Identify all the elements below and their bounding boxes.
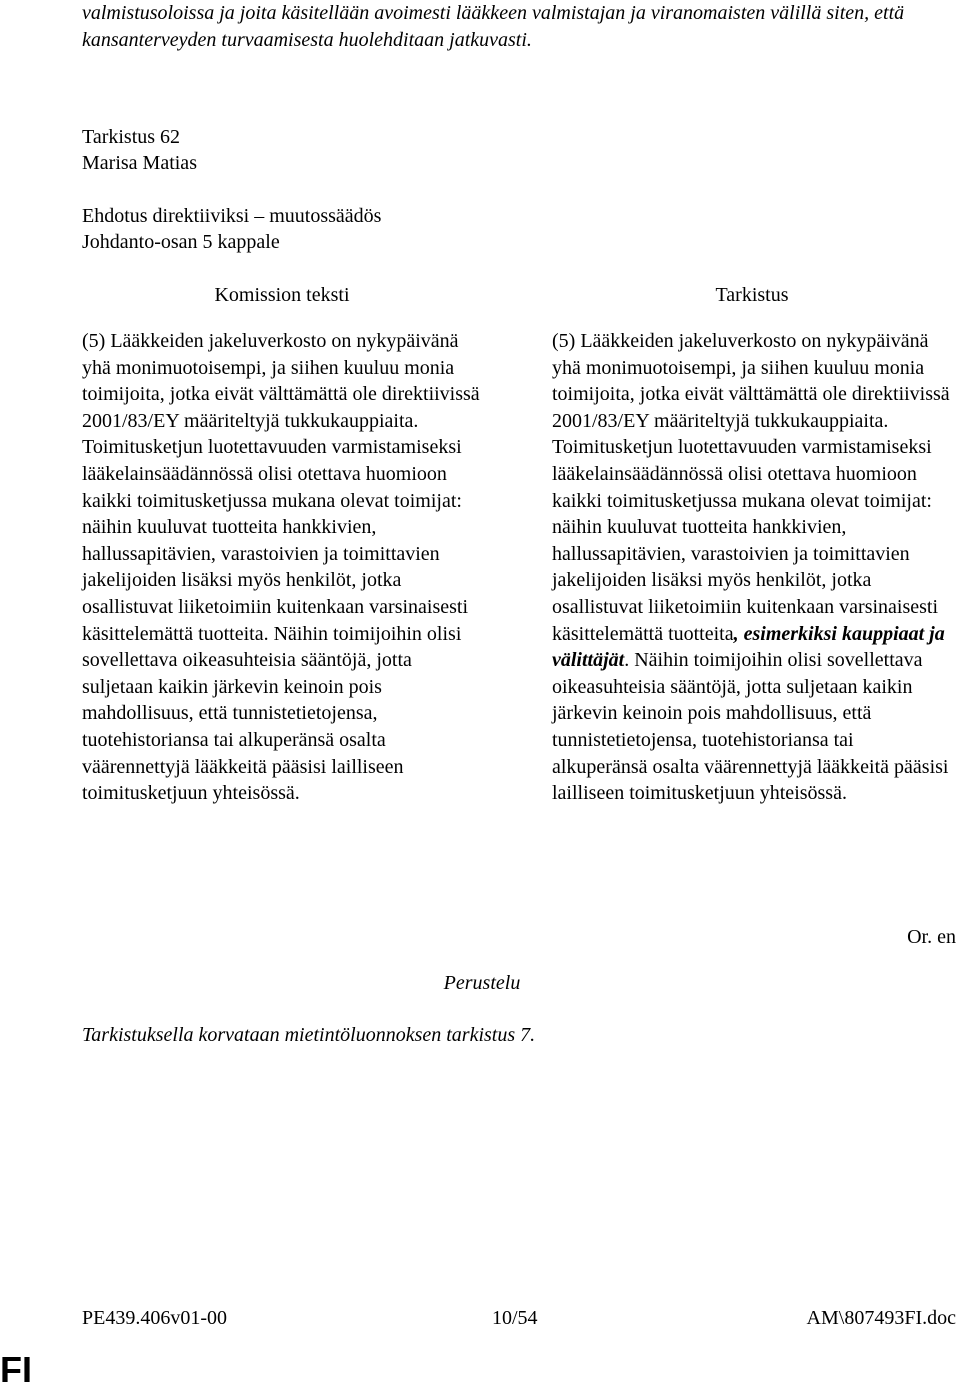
amendment-heading: Tarkistus: [715, 284, 789, 306]
commission-paragraph-1: (5) Lääkkeiden jakeluverkosto on nykypäivänä yhä monimuotoisempi, ja siihen kuuluu monia toimijoita, jotka eivät välttämättä ole direktiivissä 2001/83/EY määriteltyjä tukkukauppiaita.: [82, 330, 480, 432]
footer-doc-ref: PE439.406v01-00: [82, 1307, 227, 1329]
amendment-paragraph-1: (5) Lääkkeiden jakeluverkosto on nykypäivänä yhä monimuotoisempi, ja siihen kuuluu monia toimijoita, jotka eivät välttämättä ole direktiivissä 2001/83/EY määriteltyjä tukkukauppiaita.: [552, 330, 950, 432]
amendment-text-unchanged-end: . Näihin toimijoihin olisi sovellettava oikeasuhteisia sääntöjä, jotta suljetaan kaikin järkevin keinoin pois mahdollisuus, että tunnistetietojensa, tuotehistoriansa tai alkuperänsä osalta väärennettyjä lääkkeitä pääsisi lailliseen toimitusketjuun yhteisössä.: [552, 649, 949, 805]
amendment-text-column: [552, 328, 952, 807]
commission-text-heading: Komission teksti: [214, 284, 350, 306]
amendment-inserted-text: , esimerkiksi kauppiaat ja välittäjät: [552, 622, 945, 672]
footer-file-name: AM\807493FI.doc: [806, 1307, 956, 1329]
amendment-text-unchanged-start: Toimitusketjun luotettavuuden varmistamiseksi lääkelainsäädännössä olisi otettava huomioon kaikki toimitusketjussa mukana olevat toimijat: näihin kuuluvat tuotteita hankkivien, hallussapitävien, varastoivien ja toimittavien jakelijoiden lisäksi myös henkilöt, jotka osallistuvat liiketoimiin kuitenkaan varsinaisesti käsittelemättä tuotteita: [552, 436, 939, 645]
justification-heading: Perustelu: [443, 972, 521, 994]
amendment-author: Marisa Matias: [82, 152, 197, 174]
intro-paragraph: valmistusoloissa ja joita käsitellään avoimesti lääkkeen valmistajan ja viranomaisten välillä siten, että kansanterveyden turvaamisesta huolehditaan jatkuvasti.: [82, 2, 905, 51]
commission-text-column: [82, 328, 482, 807]
justification-text: Tarkistuksella korvataan mietintöluonnoksen tarkistus 7.: [82, 1024, 536, 1046]
original-language: Or. en: [907, 926, 956, 948]
amendment-number: Tarkistus 62: [82, 126, 181, 148]
footer-page-number: 10/54: [492, 1307, 538, 1329]
language-code: FI: [0, 1349, 32, 1390]
amendment-paragraph-2: [552, 434, 952, 806]
proposal-title: Ehdotus direktiiviksi – muutossäädös: [82, 205, 382, 227]
commission-paragraph-2: Toimitusketjun luotettavuuden varmistamiseksi lääkelainsäädännössä olisi otettava huomioon kaikki toimitusketjussa mukana olevat toimijat: näihin kuuluvat tuotteita hankkivien, hallussapitävien, varastoivien ja toimittavien jakelijoiden lisäksi myös henkilöt, jotka osallistuvat liiketoimiin kuitenkaan varsinaisesti käsittelemättä tuotteita. Näihin toimijoihin olisi sovellettava oikeasuhteisia sääntöjä, jotta suljetaan kaikin järkevin keinoin pois mahdollisuus, että tunnistetietojensa, tuotehistoriansa tai alkuperänsä osalta väärennettyjä lääkkeitä pääsisi lailliseen toimitusketjuun yhteisössä.: [82, 436, 469, 805]
amendment-location: Johdanto-osan 5 kappale: [82, 231, 280, 253]
